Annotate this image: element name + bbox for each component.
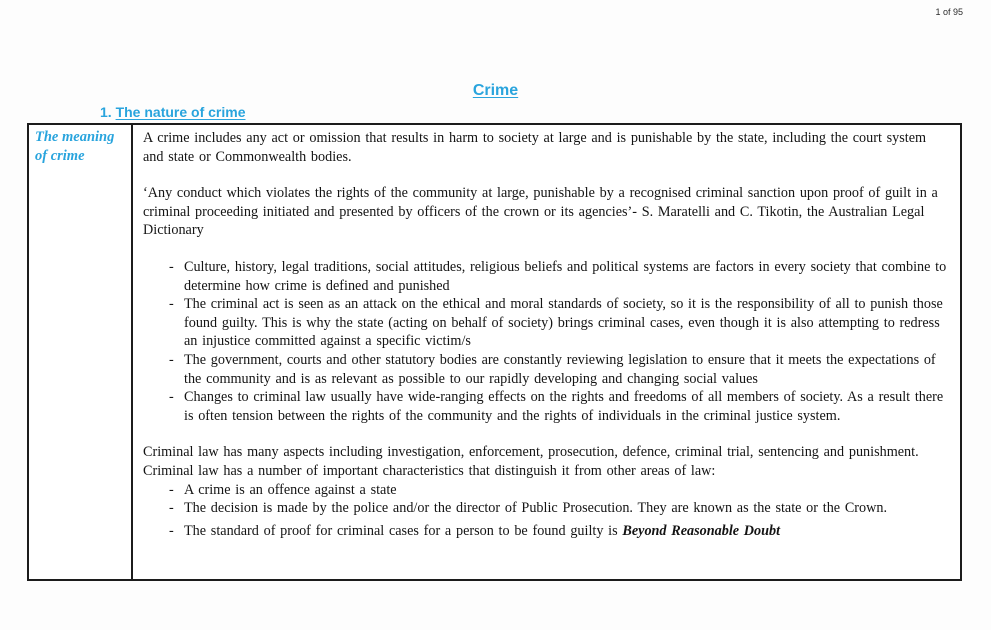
paragraph-characteristics: Criminal law has many aspects including investigation, enforcement, prosecution, defence, criminal trial, sentencing and punishment. Criminal law has a number of important characteristics that distinguish it from other areas of law: — [143, 444, 919, 479]
page-indicator: 1 of 95 — [935, 7, 963, 17]
list-item — [143, 499, 948, 518]
bullet-dash: - — [169, 481, 174, 498]
document-title: Crime — [472, 82, 519, 99]
bullet-dash: - — [169, 258, 174, 275]
paragraph-quote: ‘Any conduct which violates the rights of the community at large, punishable by a recognised criminal sanction upon proof of guilt in a criminal proceeding initiated and presented by officers of the crown or its agencies’- S. Maratelli and C. Tikotin, the Australian Legal Dictionary — [143, 185, 938, 239]
list-item-text: The decision is made by the police and/or the director of Public Prosecution. They are known as the state or the Crown. — [184, 500, 887, 517]
bullet-list-characteristics — [143, 481, 948, 541]
list-item-text: The criminal act is seen as an attack on the ethical and moral standards of society, so it is the responsibility of all to punish those found guilty. This is why the state (acting on behalf of society) brings criminal cases, even though it is also attempting to redress an injustice committed against a specific victim/s — [184, 296, 943, 350]
list-item-text: The government, courts and other statutory bodies are constantly reviewing legislation to ensure that it meets the expectations of the community and is as relevant as possible to our rapidly developing and changing social values — [184, 351, 936, 387]
bullet-dash: - — [169, 296, 174, 313]
list-item-text: Changes to criminal law usually have wide-ranging effects on the rights and freedoms of all members of society. As a result there is often tension between the rights of the community and the rights of individuals in the criminal justice system. — [184, 389, 944, 424]
section-heading-text: The nature of crime — [115, 104, 246, 120]
list-item — [143, 351, 948, 388]
list-item-text: Culture, history, legal traditions, social attitudes, religious beliefs and political systems are factors in every society that combine to determine how crime is defined and punished — [184, 258, 947, 294]
list-item — [143, 388, 948, 425]
bullet-dash: - — [169, 500, 174, 517]
table-row-label: The meaning of crime — [29, 125, 133, 579]
list-item — [143, 295, 948, 351]
list-item-text-emphasis: Beyond Reasonable Doubt — [622, 522, 781, 539]
bullet-dash: - — [169, 389, 174, 406]
bullet-dash: - — [169, 351, 174, 368]
list-item-text — [184, 522, 948, 541]
list-item — [143, 522, 948, 541]
bullet-dash: - — [169, 522, 174, 539]
table-row-content — [133, 125, 960, 579]
list-item — [143, 481, 948, 500]
notes-table — [27, 123, 962, 581]
section-heading-number: 1. — [100, 104, 112, 120]
list-item-text: A crime is an offence against a state — [184, 481, 397, 498]
bullet-list-factors — [143, 258, 948, 425]
list-item — [143, 258, 948, 295]
list-item-text-prefix: The standard of proof for criminal cases for a person to be found guilty is — [184, 522, 623, 539]
paragraph-definition: A crime includes any act or omission that results in harm to society at large and is punishable by the state, including the court system and state or Commonwealth bodies. — [143, 130, 927, 165]
section-heading — [100, 104, 246, 120]
